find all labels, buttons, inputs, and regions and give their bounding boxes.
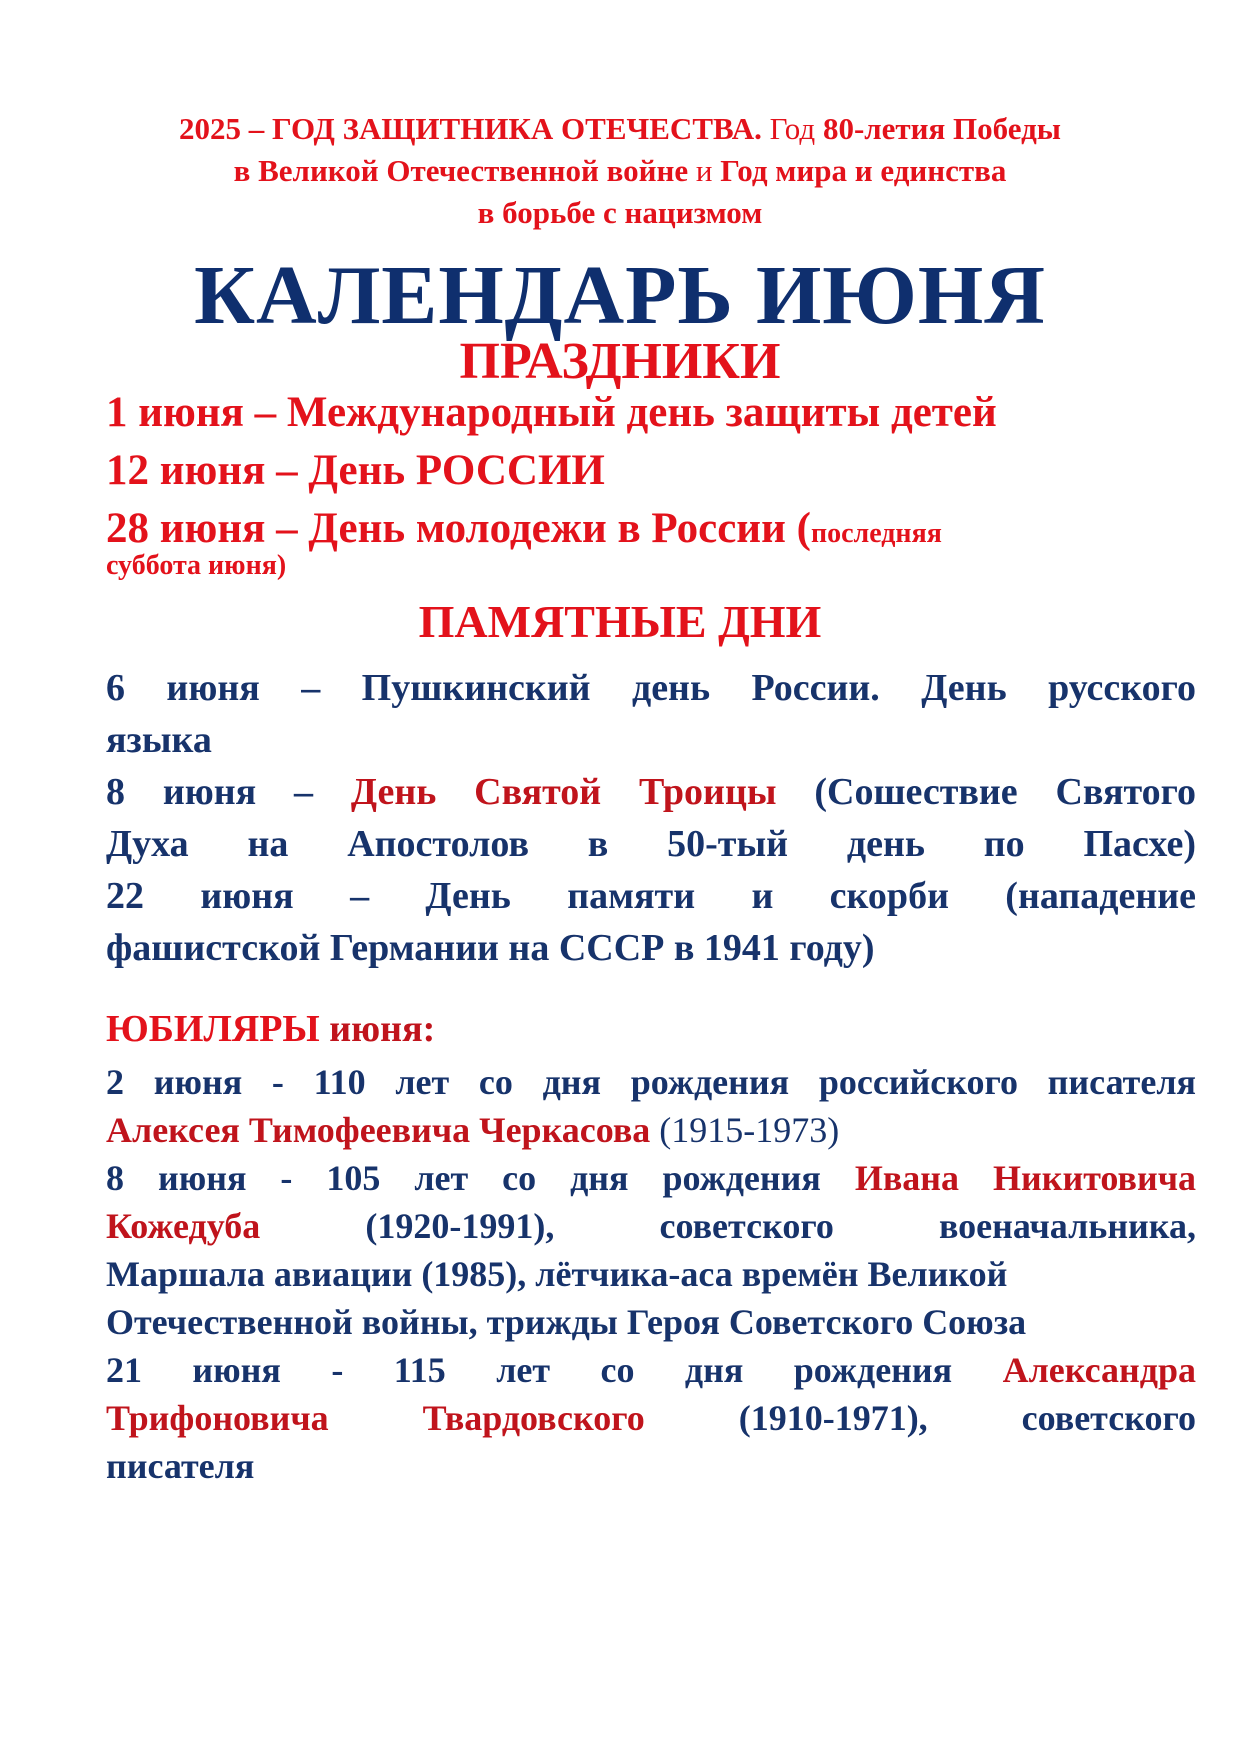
motto-year-text: 2025 – ГОД ЗАЩИТНИКА ОТЕЧЕСТВА. (179, 111, 762, 146)
jubilee-1-b (106, 1106, 1196, 1154)
jubilee-2-b (106, 1202, 1196, 1250)
holiday-item-3-note-a: последняя (810, 518, 942, 549)
holidays-heading: ПРАЗДНИКИ (459, 333, 781, 390)
jubilee-3-a (106, 1346, 1196, 1394)
memorial-day-2-name: День Святой Троицы (350, 771, 777, 813)
motto-and-text: и (688, 153, 721, 188)
jubilees-heading-rest: июня: (319, 1008, 436, 1050)
holiday-item-3-note-b: суббота июня) (106, 550, 287, 581)
jubilee-2-name-a: Ивана Никитовича (854, 1158, 1197, 1198)
jubilee-3-text: 21 июня - 115 лет со дня рождения (106, 1350, 1003, 1390)
jubilee-2-c: Маршала авиации (1985), лётчика-аса времён Великой (106, 1254, 1008, 1294)
jubilee-3-name-a: Александра (1002, 1350, 1196, 1390)
page-title: КАЛЕНДАРЬ ИЮНЯ (194, 249, 1046, 342)
motto-victory-text: 80-летия Победы (822, 111, 1061, 146)
jubilee-2-a (106, 1154, 1196, 1202)
motto-line-2 (60, 150, 1180, 192)
jubilee-1-name: Алексея Тимофеевича Черкасова (106, 1110, 651, 1150)
memorial-day-2-date: 8 июня – (106, 771, 351, 813)
memorial-day-1-b: языка (106, 719, 212, 761)
motto-line-1 (60, 108, 1180, 150)
jubilee-3-name-b: Трифоновича Твардовского (106, 1398, 645, 1438)
jubilee-2-details: (1920-1991), советского военачальника, (260, 1206, 1196, 1246)
jubilee-2-text: 8 июня - 105 лет со дня рождения (106, 1158, 855, 1198)
jubilee-1-years: (1915-1973) (650, 1110, 840, 1150)
holiday-item-1: 1 июня – Международный день защиты детей (106, 389, 997, 436)
memorial-list (106, 662, 1196, 974)
motto-line-3: в борьбе с нацизмом (477, 195, 763, 230)
memorial-day-3-a: 22 июня – День памяти и скорби (нападение (106, 875, 1196, 917)
holiday-item-3-main: 28 июня – День молодежи в России ( (106, 505, 811, 552)
memorial-day-1-a: 6 июня – Пушкинский день России. День русского (106, 667, 1196, 709)
jubilees-heading (106, 1000, 1196, 1058)
motto-year-word: Год (761, 111, 823, 146)
memorial-day-2-rest: (Сошествие Святого (776, 771, 1196, 813)
memorial-day-3-b: фашистской Германии на СССР в 1941 году) (106, 927, 875, 969)
motto-peace-text: Год мира и единства (720, 153, 1007, 188)
jubilee-3-b (106, 1394, 1196, 1442)
holiday-item-2: 12 июня – День РОССИИ (106, 447, 605, 494)
jubilee-3-details: (1910-1971), советского (644, 1398, 1196, 1438)
memorial-day-2-b: Духа на Апостолов в 50-тый день по Пасхе) (106, 823, 1196, 865)
jubilee-2-name-b: Кожедуба (106, 1206, 261, 1246)
jubilees-heading-red: ЮБИЛЯРЫ (106, 1008, 320, 1050)
jubilee-1-a: 2 июня - 110 лет со дня рождения российского писателя (106, 1062, 1196, 1102)
jubilee-3-c: писателя (106, 1446, 255, 1486)
memorial-heading: ПАМЯТНЫЕ ДНИ (418, 596, 822, 647)
motto-war-text: в Великой Отечественной войне (233, 153, 689, 188)
year-motto (60, 108, 1180, 234)
memorial-day-2-a (106, 766, 1196, 818)
jubilee-2-d: Отечественной войны, трижды Героя Советского Союза (106, 1302, 1027, 1342)
jubilees-section (106, 1000, 1196, 1490)
